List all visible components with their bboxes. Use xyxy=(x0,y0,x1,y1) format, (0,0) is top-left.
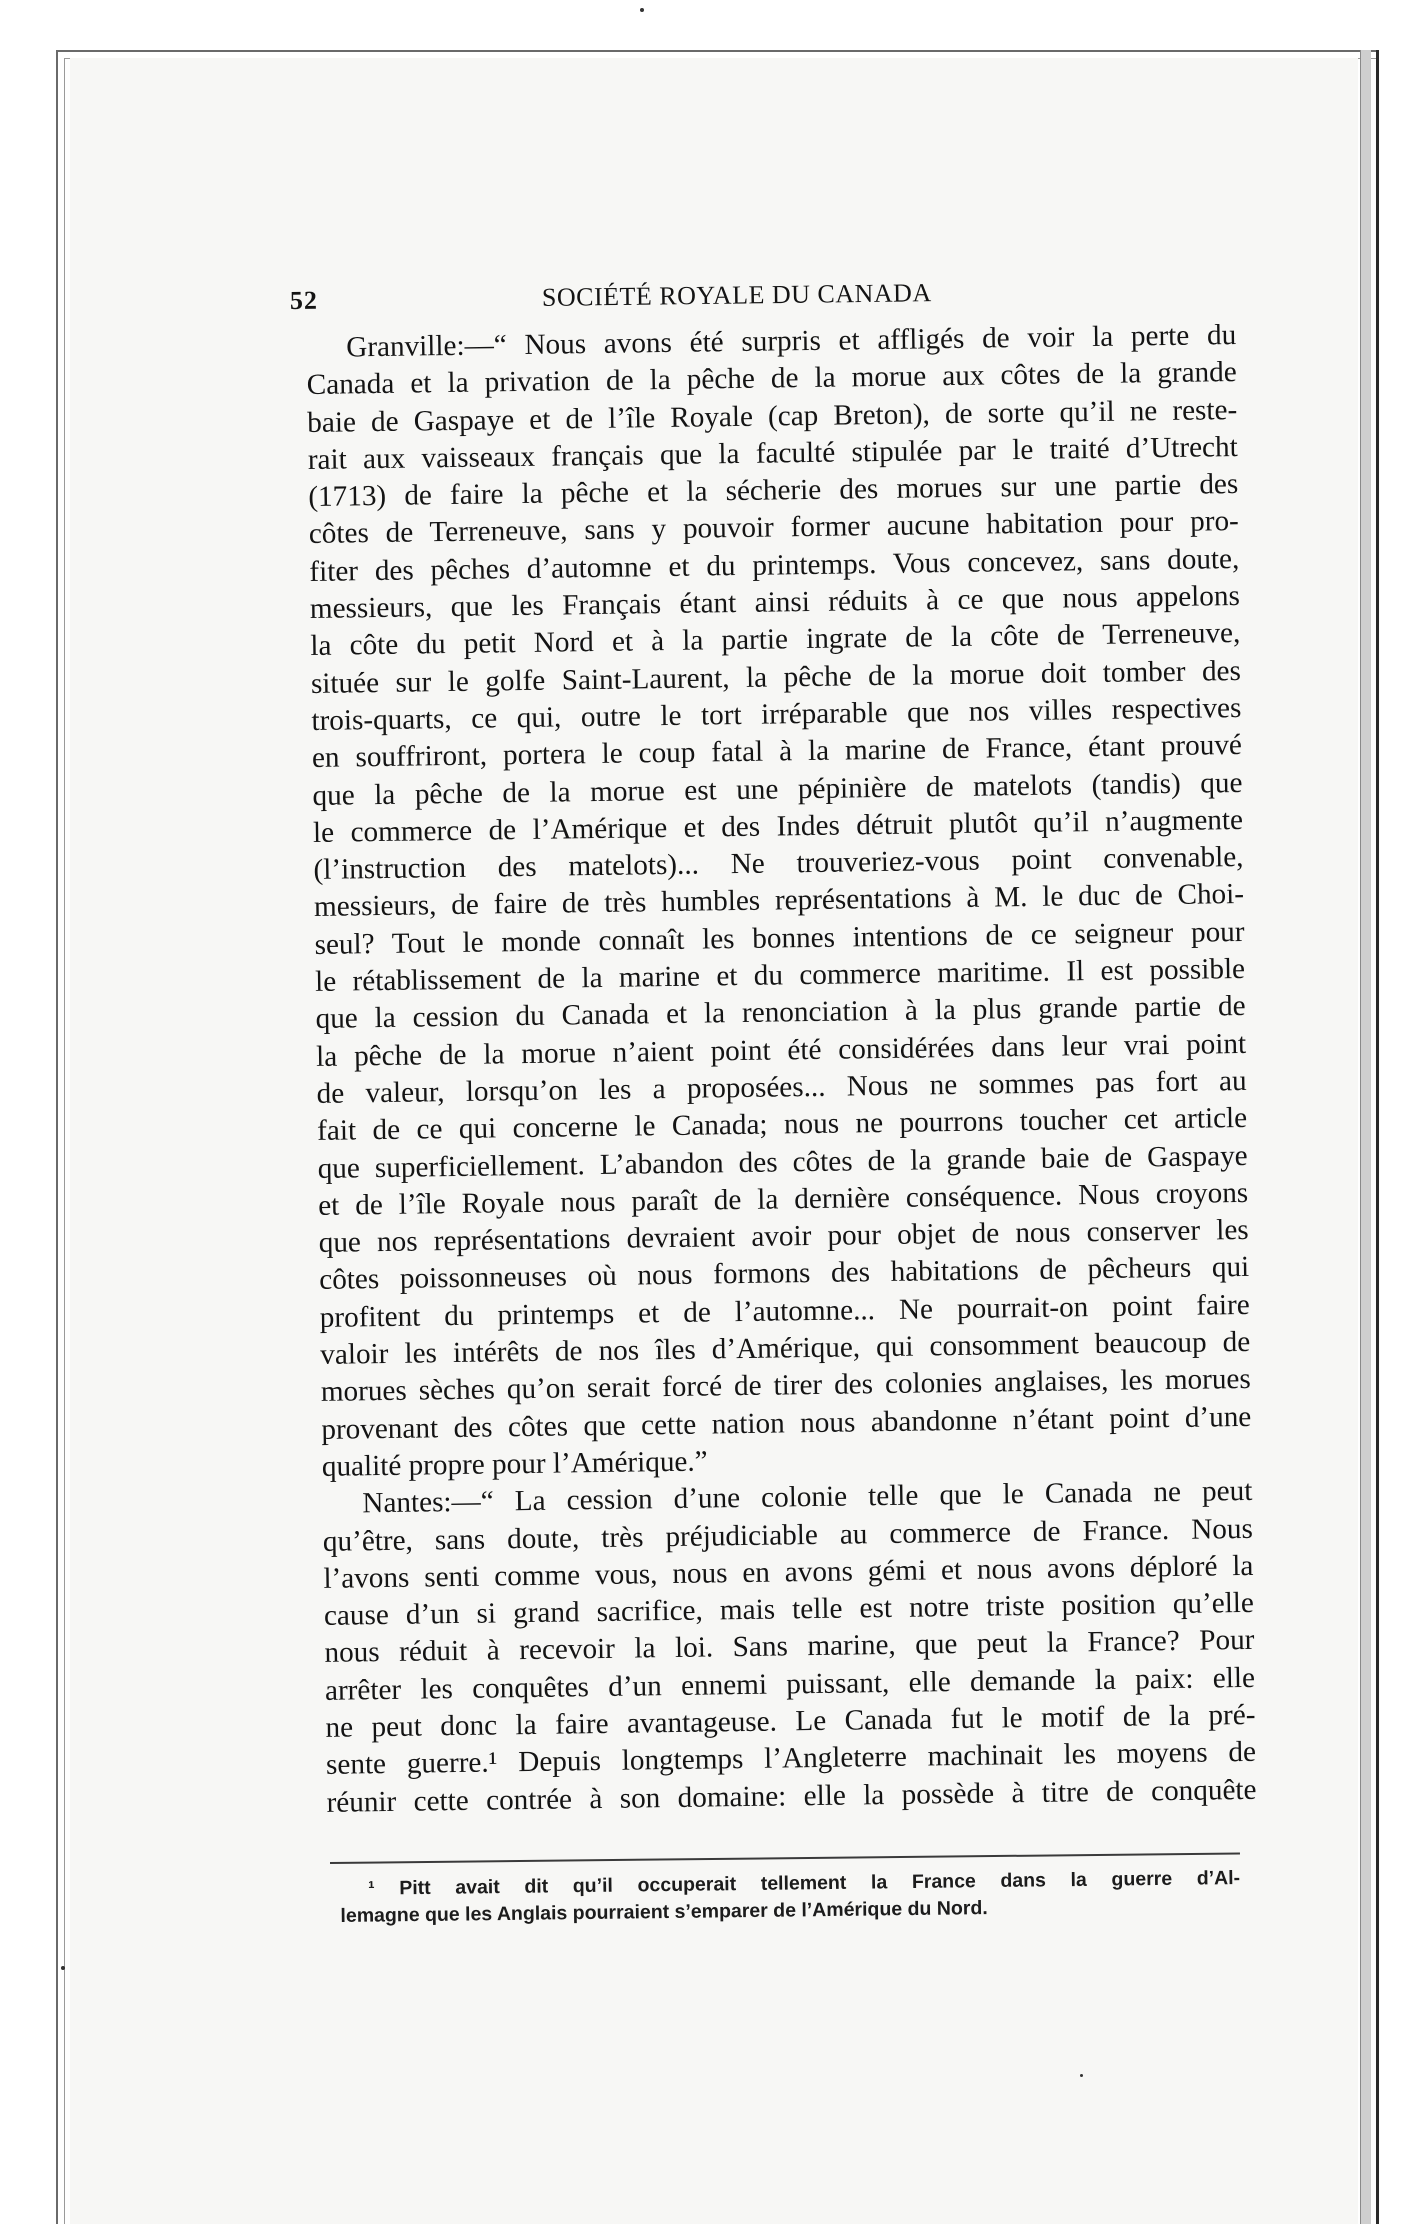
text-line: provenant des côtes que cette nation nous abandonne n’étant point d’une xyxy=(321,1400,1252,1446)
text-line: morues sèches qu’on serait forcé de tirer des colonies anglaises, les morues xyxy=(320,1363,1251,1409)
text-line: rait aux vaisseaux français que la faculté stipulée par le traité d’Utrecht xyxy=(307,430,1238,476)
body-text xyxy=(306,317,1257,1822)
text-line: que la cession du Canada et la renonciation à la plus grande partie de xyxy=(315,990,1246,1036)
text-line: (1713) de faire la pêche et la sécherie des morues sur une partie des xyxy=(308,468,1239,514)
text-line: profitent du printemps et de l’automne... Ne pourrait-on point faire xyxy=(319,1288,1250,1334)
text-line: en souffriront, portera le coup fatal à la marine de France, étant prouvé xyxy=(311,729,1243,775)
scan-speck xyxy=(1080,2074,1083,2077)
text-line: la pêche de la morue n’aient point été considérées dans leur vrai point xyxy=(315,1027,1247,1073)
text-line: la côte du petit Nord et à la partie ingrate de la côte de Terreneuve, xyxy=(310,617,1241,663)
text-line: l’avons senti comme vous, nous en avons gémi et nous avons déploré la xyxy=(323,1549,1254,1595)
footnote-line: lemagne que les Anglais pourraient s’emparer de l’Amérique du Nord. xyxy=(340,1897,988,1927)
footnote-line: ¹ Pitt avait dit qu’il occuperait tellement la France dans la guerre d’Al- xyxy=(368,1867,1241,1900)
text-line: Nantes:—“ La cession d’une colonie telle que le Canada ne peut xyxy=(362,1475,1253,1520)
text-line: que superficiellement. L’abandon des côtes de la grande baie de Gaspaye xyxy=(317,1139,1248,1185)
text-line: réunir cette contrée à son domaine: elle la possède à titre de conquête xyxy=(326,1773,1257,1819)
text-line: (l’instruction des matelots)... Ne trouveriez-vous point convenable, xyxy=(313,841,1244,887)
text-line: que nos représentations devraient avoir pour objet de nous conserver les xyxy=(318,1214,1249,1260)
text-line: nous réduit à recevoir la loi. Sans marine, que peut la France? Pour xyxy=(324,1624,1255,1670)
text-line: seul? Tout le monde connaît les bonnes intentions de ce seigneur pour xyxy=(314,915,1245,961)
text-line: cause d’un si grand sacrifice, mais telle est notre triste position qu’elle xyxy=(323,1586,1255,1632)
text-line: messieurs, que les Français étant ainsi réduits à ce que nous appelons xyxy=(309,580,1241,626)
text-line: arrêter les conquêtes d’un ennemi puissant, elle demande la paix: elle xyxy=(324,1661,1256,1707)
text-line: côtes poissonneuses où nous formons des habitations de pêcheurs qui xyxy=(319,1251,1250,1297)
text-line: qu’être, sans doute, très préjudiciable au commerce de France. Nous xyxy=(322,1512,1254,1558)
text-line: trois-quarts, ce qui, outre le tort irréparable que nos villes respectives xyxy=(311,691,1242,737)
text-line: côtes de Terreneuve, sans y pouvoir former aucune habitation pour pro- xyxy=(308,505,1239,551)
page-number: 52 xyxy=(289,285,319,315)
running-title: SOCIÉTÉ ROYALE DU CANADA xyxy=(541,278,932,312)
text-line: baie de Gaspaye et de l’île Royale (cap Breton), de sorte qu’il ne reste- xyxy=(307,393,1238,439)
scan-speck xyxy=(61,1966,65,1970)
text-line: située sur le golfe Saint-Laurent, la pêche de la morue doit tomber des xyxy=(310,654,1242,700)
text-line: Granville:—“ Nous avons été surpris et affligés de voir la perte du xyxy=(346,319,1237,364)
text-line: messieurs, de faire de très humbles représentations à M. le duc de Choi- xyxy=(313,878,1245,924)
text-line: fiter des pêches d’automne et du printemps. Vous concevez, sans doute, xyxy=(309,542,1240,588)
text-line: ne peut donc la faire avantageuse. Le Canada fut le motif de la pré- xyxy=(325,1698,1256,1744)
text-line: de valeur, lorsqu’on les a proposées... Nous ne sommes pas fort au xyxy=(316,1064,1247,1110)
text-line: le commerce de l’Amérique et des Indes détruit plutôt qu’il n’augmente xyxy=(312,803,1244,849)
text-line: fait de ce qui concerne le Canada; nous ne pourrons toucher cet article xyxy=(316,1102,1248,1148)
text-line: Canada et la privation de la pêche de la morue aux côtes de la grande xyxy=(306,356,1237,402)
text-line: sente guerre.¹ Depuis longtemps l’Angleterre machinait les moyens de xyxy=(325,1736,1257,1782)
text-line: et de l’île Royale nous paraît de la dernière conséquence. Nous croyons xyxy=(318,1176,1249,1222)
text-line: valoir les intérêts de nos îles d’Amérique, qui consomment beaucoup de xyxy=(320,1325,1251,1371)
footnote xyxy=(340,1865,1241,1930)
text-line: le rétablissement de la marine et du commerce maritime. Il est possible xyxy=(314,953,1246,998)
scan-speck xyxy=(640,8,644,12)
text-line: que la pêche de la morue est une pépinière de matelots (tandis) que xyxy=(312,766,1243,812)
text-line: qualité propre pour l’Amérique.” xyxy=(321,1445,708,1483)
page-spine-edge xyxy=(1360,50,1371,2224)
page-right-edge xyxy=(1376,50,1379,2224)
